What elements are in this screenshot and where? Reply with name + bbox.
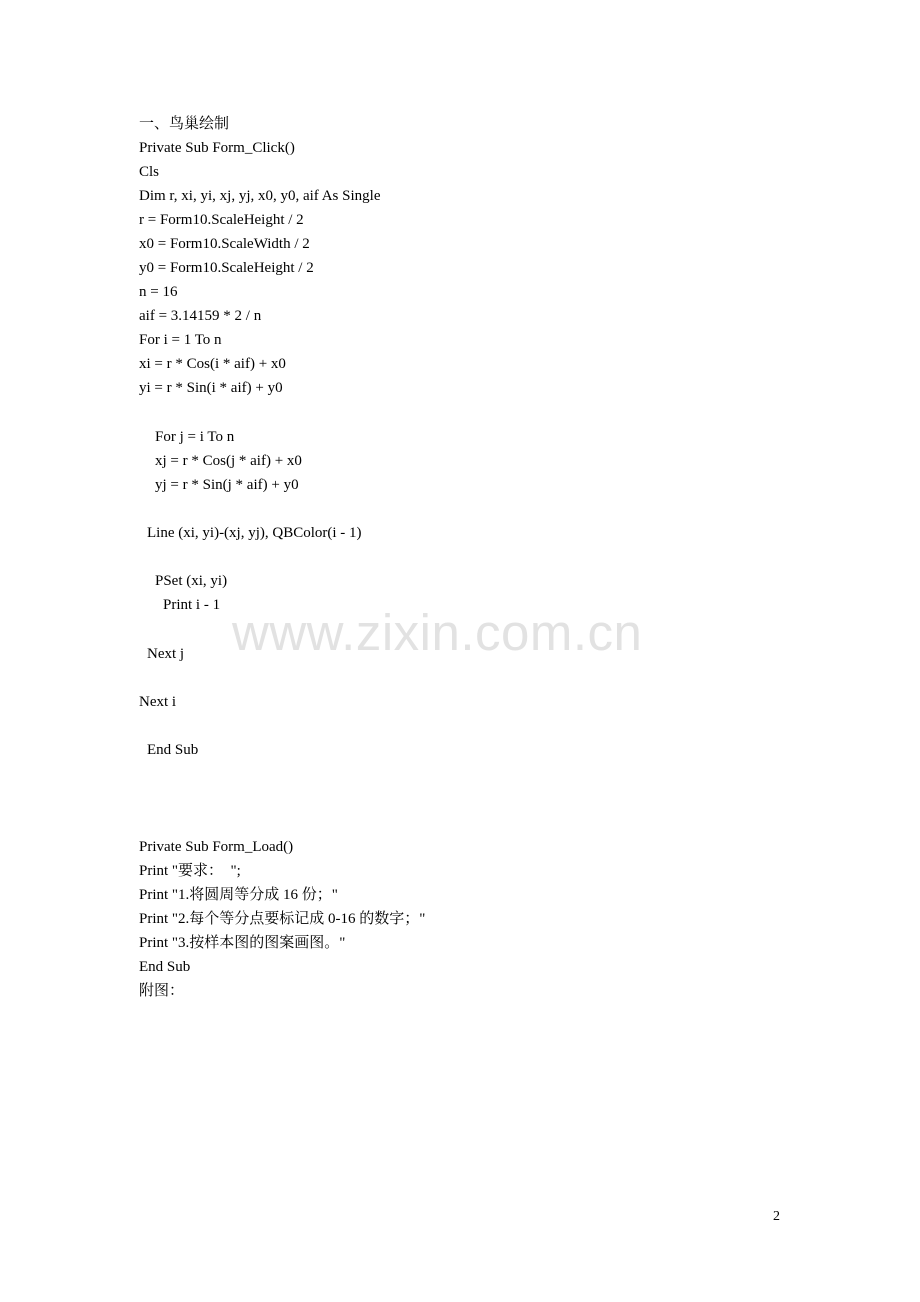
code-line-yj-assign: yj = r * Sin(j * aif) + y0: [155, 477, 299, 493]
code-line-next-i: Next i: [139, 694, 177, 710]
code-line-aif-assign: aif = 3.14159 * 2 / n: [139, 308, 262, 324]
code-line-end-sub-load: End Sub: [139, 959, 191, 975]
code-line-form-click-sub: Private Sub Form_Click(): [139, 140, 295, 156]
code-line-xi-assign: xi = r * Cos(i * aif) + x0: [139, 356, 286, 372]
code-line-print-item-2: Print "2.每个等分点要标记成 0-16 的数字；": [139, 911, 426, 927]
code-line-xj-assign: xj = r * Cos(j * aif) + x0: [155, 453, 302, 469]
code-line-print-item-1: Print "1.将圆周等分成 16 份；": [139, 887, 338, 903]
code-line-form-load-sub: Private Sub Form_Load(): [139, 839, 294, 855]
code-line-yi-assign: yi = r * Sin(i * aif) + y0: [139, 380, 283, 396]
code-line-next-j: Next j: [147, 646, 185, 662]
section-heading: 一、鸟巢绘制: [139, 116, 230, 132]
code-line-dim: Dim r, xi, yi, xj, yj, x0, y0, aif As Single: [139, 188, 381, 204]
code-line-print-call: Print i - 1: [163, 597, 221, 613]
code-line-pset-call: PSet (xi, yi): [155, 573, 228, 589]
code-line-print-requirements: Print "要求： ";: [139, 863, 241, 879]
page-number: 2: [773, 1209, 780, 1224]
code-line-y0-assign: y0 = Form10.ScaleHeight / 2: [139, 260, 314, 276]
watermark-text: www.zixin.com.cn: [232, 604, 643, 661]
code-line-r-assign: r = Form10.ScaleHeight / 2: [139, 212, 304, 228]
code-line-for-j: For j = i To n: [155, 429, 235, 445]
code-line-line-call: Line (xi, yi)-(xj, yj), QBColor(i - 1): [147, 525, 362, 541]
attachment-label: 附图：: [139, 983, 185, 999]
code-line-print-item-3: Print "3.按样本图的图案画图。": [139, 935, 346, 951]
code-line-n-assign: n = 16: [139, 284, 178, 300]
code-line-end-sub-click: End Sub: [147, 742, 199, 758]
code-line-x0-assign: x0 = Form10.ScaleWidth / 2: [139, 236, 310, 252]
code-line-for-i: For i = 1 To n: [139, 332, 222, 348]
code-line-cls: Cls: [139, 164, 160, 180]
